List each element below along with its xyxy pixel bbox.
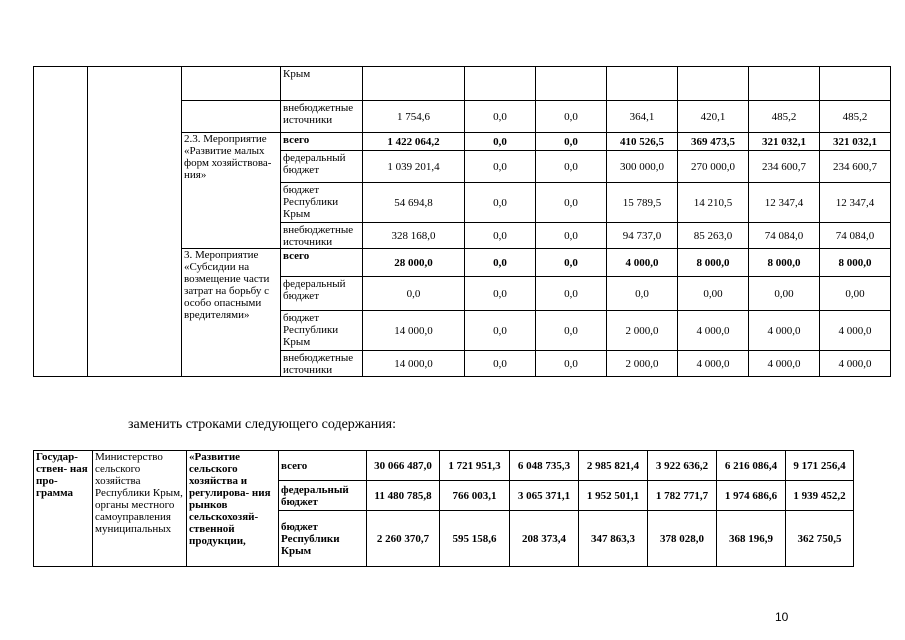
value-cell: 4 000,0 — [678, 351, 749, 377]
funding-source-cell: внебюджетные источники — [281, 351, 363, 377]
value-cell: 0,0 — [465, 311, 536, 351]
value-cell: 74 084,0 — [749, 223, 820, 249]
funding-source-cell: Крым — [281, 67, 363, 101]
value-cell: 0,0 — [536, 223, 607, 249]
value-cell: 94 737,0 — [607, 223, 678, 249]
empty-cell — [88, 67, 182, 377]
value-cell: 0,00 — [749, 277, 820, 311]
value-cell: 8 000,0 — [678, 249, 749, 277]
value-cell: 1 422 064,2 — [363, 133, 465, 151]
value-cell: 28 000,0 — [363, 249, 465, 277]
value-cell: 362 750,5 — [786, 511, 854, 567]
value-cell: 3 065 371,1 — [510, 481, 579, 511]
value-cell: 2 985 821,4 — [579, 451, 648, 481]
table-row — [34, 67, 891, 101]
value-cell — [536, 67, 607, 101]
value-cell: 300 000,0 — [607, 151, 678, 183]
value-cell: 1 039 201,4 — [363, 151, 465, 183]
funding-source-cell: федеральный бюджет — [281, 151, 363, 183]
value-cell: 2 000,0 — [607, 311, 678, 351]
value-cell: 0,0 — [465, 101, 536, 133]
value-cell: 485,2 — [749, 101, 820, 133]
value-cell: 11 480 785,8 — [367, 481, 440, 511]
funding-source-cell: бюджет Республики Крым — [281, 183, 363, 223]
responsible-executor-cell: Министерство сельского хозяйства Республики Крым, органы местного самоуправления муниципальных — [93, 451, 187, 567]
value-cell — [749, 67, 820, 101]
funding-source-cell: всего — [279, 451, 367, 481]
value-cell — [607, 67, 678, 101]
value-cell: 0,00 — [678, 277, 749, 311]
value-cell: 2 260 370,7 — [367, 511, 440, 567]
program-name-cell: «Развитие сельского хозяйства и регулирова- ния рынков сельскохозяй- ственной продукции, — [187, 451, 279, 567]
value-cell: 0,0 — [536, 311, 607, 351]
value-cell: 30 066 487,0 — [367, 451, 440, 481]
value-cell: 410 526,5 — [607, 133, 678, 151]
value-cell: 74 084,0 — [820, 223, 891, 249]
value-cell: 0,0 — [363, 277, 465, 311]
value-cell — [678, 67, 749, 101]
value-cell: 234 600,7 — [820, 151, 891, 183]
funding-source-cell: бюджет Республики Крым — [279, 511, 367, 567]
value-cell: 0,0 — [465, 151, 536, 183]
value-cell: 1 754,6 — [363, 101, 465, 133]
value-cell: 0,0 — [465, 223, 536, 249]
value-cell: 1 939 452,2 — [786, 481, 854, 511]
value-cell: 0,0 — [536, 351, 607, 377]
value-cell: 1 721 951,3 — [440, 451, 510, 481]
value-cell: 15 789,5 — [607, 183, 678, 223]
value-cell: 14 000,0 — [363, 311, 465, 351]
value-cell: 4 000,0 — [820, 351, 891, 377]
value-cell: 0,00 — [820, 277, 891, 311]
value-cell: 485,2 — [820, 101, 891, 133]
funding-source-cell: внебюджетные источники — [281, 223, 363, 249]
value-cell: 3 922 636,2 — [648, 451, 717, 481]
value-cell: 369 473,5 — [678, 133, 749, 151]
value-cell: 0,0 — [536, 249, 607, 277]
value-cell: 0,0 — [465, 133, 536, 151]
value-cell: 0,0 — [607, 277, 678, 311]
value-cell: 368 196,9 — [717, 511, 786, 567]
funding-source-cell: федеральный бюджет — [281, 277, 363, 311]
value-cell: 0,0 — [465, 183, 536, 223]
value-cell: 6 048 735,3 — [510, 451, 579, 481]
bottom-table — [33, 450, 854, 567]
page-number: 10 — [775, 610, 789, 624]
top-table — [33, 66, 891, 377]
value-cell: 328 168,0 — [363, 223, 465, 249]
value-cell: 1 974 686,6 — [717, 481, 786, 511]
value-cell: 0,0 — [536, 133, 607, 151]
replacement-instruction: заменить строками следующего содержания: — [128, 417, 397, 432]
value-cell: 4 000,0 — [749, 351, 820, 377]
value-cell: 347 863,3 — [579, 511, 648, 567]
value-cell: 208 373,4 — [510, 511, 579, 567]
funding-source-cell: всего — [281, 249, 363, 277]
value-cell: 8 000,0 — [820, 249, 891, 277]
value-cell: 364,1 — [607, 101, 678, 133]
value-cell: 766 003,1 — [440, 481, 510, 511]
value-cell: 1 782 771,7 — [648, 481, 717, 511]
value-cell: 595 158,6 — [440, 511, 510, 567]
value-cell: 4 000,0 — [678, 311, 749, 351]
value-cell: 4 000,0 — [607, 249, 678, 277]
value-cell: 1 952 501,1 — [579, 481, 648, 511]
value-cell: 420,1 — [678, 101, 749, 133]
measure-cell-empty — [182, 67, 281, 101]
funding-source-cell: внебюджетные источники — [281, 101, 363, 133]
value-cell — [465, 67, 536, 101]
funding-source-cell: федеральный бюджет — [279, 481, 367, 511]
program-type-cell: Государ- ствен- ная про- грамма — [34, 451, 93, 567]
measure-cell: 3. Мероприятие «Субсидии на возмещение части затрат на борьбу с особо опасными вредителями» — [182, 249, 281, 377]
value-cell: 0,0 — [465, 277, 536, 311]
value-cell: 14 210,5 — [678, 183, 749, 223]
value-cell: 0,0 — [536, 277, 607, 311]
value-cell: 0,0 — [465, 351, 536, 377]
value-cell: 2 000,0 — [607, 351, 678, 377]
measure-cell: 2.3. Мероприятие «Развитие малых форм хозяйствова- ния» — [182, 133, 281, 249]
value-cell: 9 171 256,4 — [786, 451, 854, 481]
value-cell: 0,0 — [465, 249, 536, 277]
value-cell: 321 032,1 — [749, 133, 820, 151]
empty-cell — [34, 67, 88, 377]
value-cell: 234 600,7 — [749, 151, 820, 183]
value-cell: 6 216 086,4 — [717, 451, 786, 481]
value-cell: 4 000,0 — [820, 311, 891, 351]
value-cell: 0,0 — [536, 151, 607, 183]
funding-source-cell: всего — [281, 133, 363, 151]
table-row — [34, 451, 854, 481]
value-cell: 12 347,4 — [820, 183, 891, 223]
value-cell: 321 032,1 — [820, 133, 891, 151]
value-cell — [820, 67, 891, 101]
value-cell: 4 000,0 — [749, 311, 820, 351]
value-cell: 270 000,0 — [678, 151, 749, 183]
value-cell — [363, 67, 465, 101]
value-cell: 14 000,0 — [363, 351, 465, 377]
funding-source-cell: бюджет Республики Крым — [281, 311, 363, 351]
measure-cell-empty — [182, 101, 281, 133]
value-cell: 0,0 — [536, 101, 607, 133]
value-cell: 54 694,8 — [363, 183, 465, 223]
value-cell: 378 028,0 — [648, 511, 717, 567]
value-cell: 0,0 — [536, 183, 607, 223]
value-cell: 12 347,4 — [749, 183, 820, 223]
value-cell: 8 000,0 — [749, 249, 820, 277]
value-cell: 85 263,0 — [678, 223, 749, 249]
